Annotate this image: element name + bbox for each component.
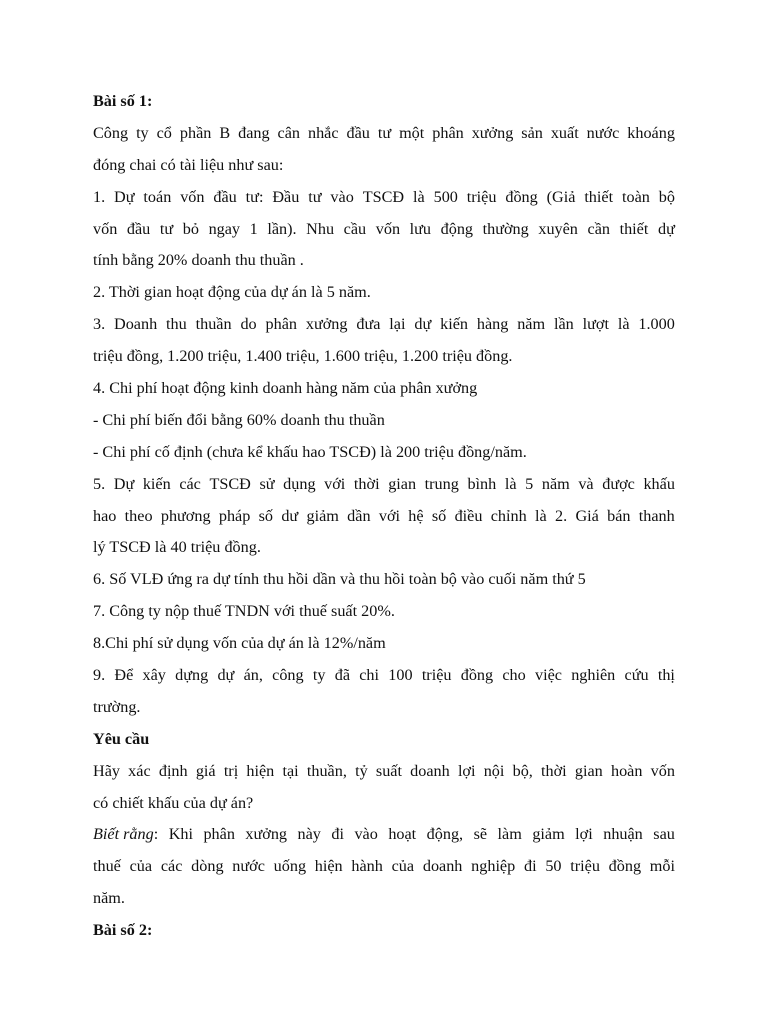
item-4-variable-cost: - Chi phí biến đổi bằng 60% doanh thu thuần xyxy=(93,410,385,429)
note-line-1 xyxy=(93,819,675,851)
word: lợi xyxy=(457,761,476,780)
word: uống xyxy=(273,857,307,876)
word: kiến xyxy=(440,315,468,334)
word: dòng xyxy=(191,857,224,876)
word: xác xyxy=(128,761,151,780)
word: phân xyxy=(203,825,235,844)
word: ty xyxy=(312,666,326,685)
word: nhuận xyxy=(603,825,643,844)
word: bộ, xyxy=(512,761,533,780)
item-1-line-3: tính bằng 20% doanh thu thuần . xyxy=(93,251,304,270)
word: tỷ xyxy=(355,761,368,780)
word: đầu xyxy=(213,187,237,206)
word: thanh xyxy=(638,506,675,525)
word: lại xyxy=(389,315,406,334)
word: thu xyxy=(166,315,187,334)
word: Để xyxy=(114,666,134,685)
word: do xyxy=(240,315,257,334)
word: vốn xyxy=(650,761,675,780)
word: (Giả xyxy=(546,187,576,206)
item-4: 4. Chi phí hoạt động kinh doanh hàng năm của phân xưởng xyxy=(93,379,478,398)
word: 1. xyxy=(93,187,106,206)
word: nước xyxy=(232,857,265,876)
word: Công xyxy=(93,123,129,142)
item-2: 2. Thời gian hoạt động của dự án là 5 năm. xyxy=(93,283,371,302)
exercise-2-heading: Bài số 2: xyxy=(93,921,153,940)
word: giá xyxy=(195,761,216,780)
word: các xyxy=(160,857,183,876)
word: xưởng xyxy=(305,315,348,334)
word: đầu xyxy=(126,219,151,238)
item-5-line-1 xyxy=(93,469,675,501)
word: doanh xyxy=(410,761,450,780)
word: Khi xyxy=(168,825,193,844)
word: sẽ xyxy=(473,825,488,844)
exercise-1-heading: Bài số 1: xyxy=(93,92,153,110)
word: hiện xyxy=(246,761,275,780)
word: nước xyxy=(586,123,620,142)
word: là xyxy=(535,506,547,525)
word: vào xyxy=(330,187,354,206)
word: cầu xyxy=(343,219,367,238)
word: Giá xyxy=(575,506,599,525)
item-1-line-1 xyxy=(93,182,675,214)
word: này xyxy=(297,825,321,844)
word: gian xyxy=(574,761,603,780)
word: vốn xyxy=(180,187,205,206)
word: 1.000 xyxy=(638,315,675,334)
word: thiết xyxy=(584,187,614,206)
word: làm xyxy=(497,825,522,844)
word: toàn xyxy=(622,187,650,206)
word: hàng xyxy=(476,315,509,334)
word: chi xyxy=(359,666,380,685)
word: đi xyxy=(331,825,344,844)
word: hoàn xyxy=(610,761,643,780)
word: mỗi xyxy=(649,857,675,876)
word: động, xyxy=(426,825,464,844)
word: dần xyxy=(347,506,371,525)
word: thuần, xyxy=(306,761,347,780)
word: cân xyxy=(277,123,300,142)
word: được xyxy=(602,474,635,493)
word: Doanh xyxy=(114,315,158,334)
word: Hãy xyxy=(93,761,120,780)
word: bỏ xyxy=(182,219,199,238)
document-page xyxy=(93,86,675,947)
requirement-heading: Yêu cầu xyxy=(93,729,150,748)
word: 1 xyxy=(249,219,258,238)
word: trị xyxy=(223,761,239,780)
word: dự xyxy=(414,315,432,334)
word: một xyxy=(399,123,425,142)
word: 500 xyxy=(433,187,458,206)
word: 5. xyxy=(93,474,106,493)
word: pháp xyxy=(218,506,251,525)
word: lượt xyxy=(582,315,609,334)
word: giảm xyxy=(532,825,565,844)
word: xuất xyxy=(550,123,579,142)
word: đầu xyxy=(346,123,370,142)
word: và xyxy=(578,474,594,493)
word: ngay xyxy=(208,219,241,238)
word: năm xyxy=(541,474,570,493)
note-line-1-text xyxy=(154,819,675,851)
word: việc xyxy=(534,666,562,685)
word: điều xyxy=(454,506,483,525)
word: TSCĐ xyxy=(209,474,251,493)
word: thời xyxy=(353,474,380,493)
word: 5 xyxy=(525,474,534,493)
word: Dự xyxy=(114,187,135,206)
word: xuyên xyxy=(538,219,578,238)
word: 9. xyxy=(93,666,106,685)
word: là xyxy=(504,474,517,493)
word: Nhu xyxy=(306,219,335,238)
item-9-line-1 xyxy=(93,660,675,692)
word: khoáng xyxy=(627,123,675,142)
word: 100 xyxy=(388,666,413,685)
word: xưởng xyxy=(245,825,288,844)
word: vào xyxy=(354,825,378,844)
word: sản xyxy=(521,123,543,142)
item-1-line-2 xyxy=(93,214,675,246)
word: cần xyxy=(587,219,610,238)
word: phân xyxy=(432,123,464,142)
word: án, xyxy=(243,666,263,685)
word: định xyxy=(158,761,188,780)
note-line-3: năm. xyxy=(93,889,125,908)
word: 2. xyxy=(555,506,568,525)
item-3-line-1 xyxy=(93,309,675,341)
word: thị xyxy=(657,666,675,685)
requirement-line-1 xyxy=(93,756,675,788)
word: lợi xyxy=(575,825,593,844)
item-5-line-2 xyxy=(93,501,675,533)
word: tại xyxy=(282,761,299,780)
word: 3. xyxy=(93,315,106,334)
word: triệu xyxy=(466,187,497,206)
word: là xyxy=(617,315,630,334)
word: khấu xyxy=(643,474,675,493)
word: thuần xyxy=(195,315,232,334)
word: đang xyxy=(238,123,270,142)
word: hao xyxy=(93,506,117,525)
word: dự xyxy=(657,219,675,238)
word: tư xyxy=(308,187,322,206)
word: dư xyxy=(281,506,299,525)
intro-line-2: đóng chai có tài liệu như sau: xyxy=(93,155,284,174)
word: là xyxy=(413,187,425,206)
word: với xyxy=(378,506,400,525)
word: vốn xyxy=(93,219,118,238)
note-line-2 xyxy=(93,851,675,883)
word: nghiệp xyxy=(471,857,516,876)
word: của xyxy=(129,857,153,876)
word: triệu xyxy=(421,666,452,685)
word: số xyxy=(258,506,274,525)
word: dự xyxy=(217,666,235,685)
word: sử xyxy=(259,474,275,493)
requirement-line-2: có chiết khấu của dự án? xyxy=(93,793,254,812)
word: TSCĐ xyxy=(362,187,405,206)
word: động xyxy=(440,219,473,238)
word: phân xyxy=(265,315,297,334)
word: lưu xyxy=(409,219,432,238)
word: 50 xyxy=(545,857,562,876)
word: đồng xyxy=(608,857,642,876)
word: xưởng xyxy=(471,123,514,142)
item-7: 7. Công ty nộp thuế TNDN với thuế suất 20%. xyxy=(93,602,395,621)
item-5-line-3: lý TSCĐ là 40 triệu đồng. xyxy=(93,538,261,557)
item-3-line-2: triệu đồng, 1.200 triệu, 1.400 triệu, 1.600 triệu, 1.200 triệu đồng. xyxy=(93,347,513,366)
word: Dự xyxy=(113,474,135,493)
word: đồng xyxy=(460,666,494,685)
word: nhắc xyxy=(307,123,339,142)
word: tư: xyxy=(245,187,264,206)
word: lần). xyxy=(267,219,297,238)
word: triệu xyxy=(570,857,600,876)
word: năm xyxy=(517,315,546,334)
word: phương xyxy=(160,506,211,525)
note-label: Biết rằng xyxy=(93,825,154,844)
word: cho xyxy=(502,666,526,685)
word: các xyxy=(179,474,201,493)
word: lần xyxy=(553,315,574,334)
word: hành xyxy=(351,857,383,876)
word: đi xyxy=(523,857,537,876)
item-6: 6. Số VLĐ ứng ra dự tính thu hồi dần và thu hồi toàn bộ vào cuối năm thứ 5 xyxy=(93,570,586,589)
word: tư xyxy=(377,123,392,142)
word: bình xyxy=(467,474,497,493)
word: Đầu xyxy=(272,187,300,206)
word: : xyxy=(153,825,159,844)
word: sau xyxy=(653,825,675,844)
word: thường xyxy=(482,219,529,238)
word: thiết xyxy=(619,219,649,238)
word: thời xyxy=(541,761,567,780)
word: hiện xyxy=(314,857,343,876)
word: nội xyxy=(483,761,505,780)
word: đồng xyxy=(505,187,538,206)
word: bộ xyxy=(658,187,675,206)
word: doanh xyxy=(422,857,463,876)
word: dụng xyxy=(283,474,316,493)
word: tư xyxy=(159,219,174,238)
word: giảm xyxy=(306,506,339,525)
word: cứu xyxy=(624,666,649,685)
word: thuế xyxy=(93,857,121,876)
word: công xyxy=(272,666,304,685)
word: kiến xyxy=(142,474,171,493)
item-9-line-2: trường. xyxy=(93,697,141,716)
word: đưa xyxy=(356,315,381,334)
word: chỉnh xyxy=(490,506,527,525)
word: nghiên xyxy=(571,666,616,685)
word: phần xyxy=(179,123,212,142)
word: xây xyxy=(142,666,166,685)
word: gian xyxy=(388,474,417,493)
word: theo xyxy=(124,506,153,525)
item-8: 8.Chi phí sử dụng vốn của dự án là 12%/năm xyxy=(93,634,386,653)
word: của xyxy=(391,857,415,876)
word: hoạt xyxy=(388,825,417,844)
word: trung xyxy=(424,474,459,493)
word: cổ xyxy=(156,123,172,142)
word: vốn xyxy=(375,219,401,238)
word: ty xyxy=(136,123,149,142)
word: bán xyxy=(607,506,631,525)
word: dựng xyxy=(175,666,209,685)
word: suất xyxy=(375,761,402,780)
word: toán xyxy=(143,187,172,206)
word: số xyxy=(431,506,447,525)
word: với xyxy=(324,474,346,493)
word: hệ xyxy=(408,506,424,525)
word: B xyxy=(219,123,231,142)
word: đã xyxy=(334,666,350,685)
intro-line-1 xyxy=(93,118,675,150)
item-4-fixed-cost: - Chi phí cố định (chưa kể khấu hao TSCĐ) là 200 triệu đồng/năm. xyxy=(93,442,527,461)
